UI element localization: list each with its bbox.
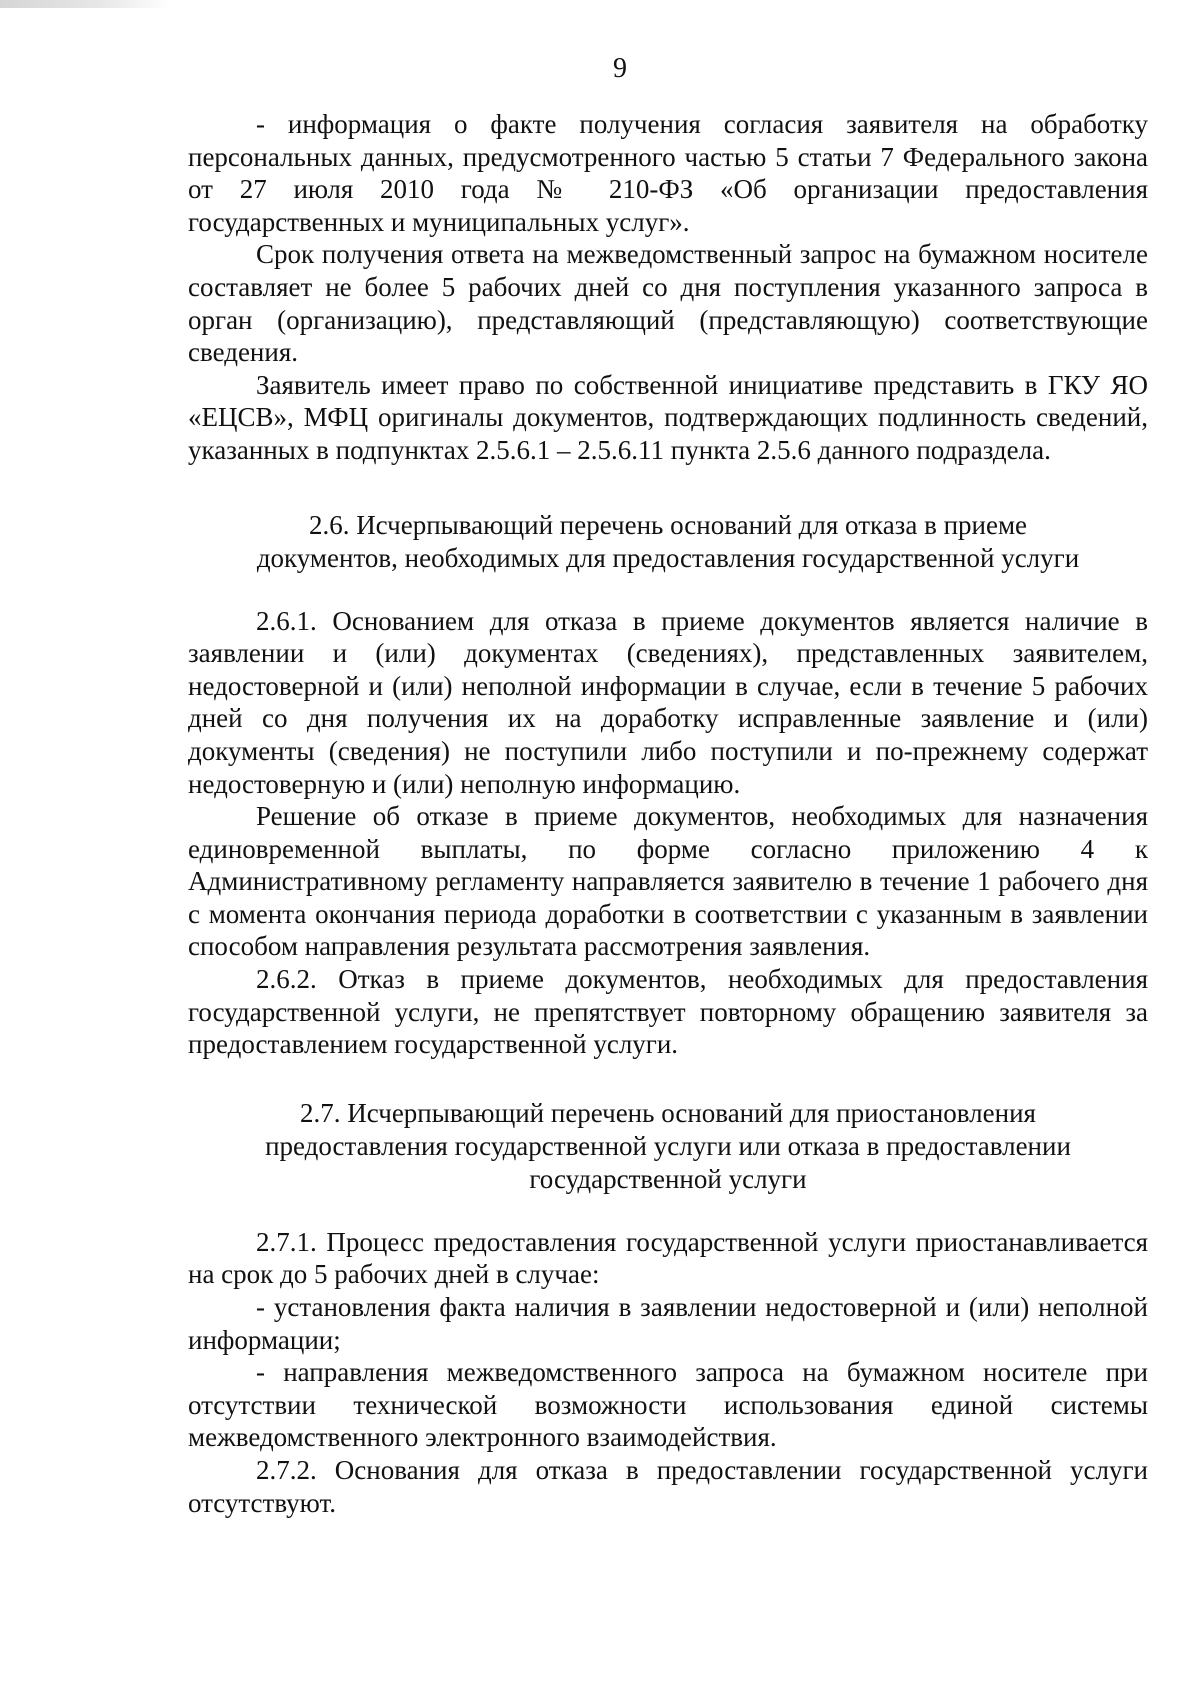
heading-line: 2.6. Исчерпывающий перечень оснований для отказа в приеме bbox=[308, 509, 1028, 540]
paragraph-2-7-1: 2.7.1. Процесс предоставления государственной услуги приостанавливается на срок до 5 рабочих дней в случае: bbox=[188, 1226, 1148, 1290]
paragraph-consent-info: - информация о факте получения согласия заявителя на обработку персональных данных, предусмотренного частью 5 статьи 7 Федерального закона от 27 июля 2010 года № 210-ФЗ «Об организации предоставления государственных и муниципальных услуг». bbox=[188, 109, 1148, 237]
paragraph-2-7-2: 2.7.2. Основания для отказа в предоставлении государственной услуги отсутствуют. bbox=[188, 1455, 1148, 1518]
page-number: 9 bbox=[613, 53, 627, 84]
paragraph-2-6-1: 2.6.1. Основанием для отказа в приеме документов является наличие в заявлении и (или) документах (сведениях), представленных заявителем, недостоверной и (или) неполной информации в случае, если в течение 5 рабочих дней со дня получения их на доработку исправленные заявление и (или) документы (сведения) не поступили либо поступили и по-прежнему содержат недостоверную и (или) неполную информацию. bbox=[188, 605, 1148, 799]
heading-line: государственной услуги bbox=[529, 1163, 807, 1194]
list-item: - установления факта наличия в заявлении недостоверной и (или) неполной информации; bbox=[188, 1292, 1148, 1355]
paragraph-2-6-2: 2.6.2. Отказ в приеме документов, необходимых для предоставления государственной услуги, не препятствует повторному обращению заявителя за предоставлением государственной услуги. bbox=[188, 964, 1148, 1060]
section-heading-2-6 bbox=[188, 509, 1148, 575]
scan-artifact bbox=[0, 0, 170, 8]
document-body bbox=[188, 108, 1148, 1519]
heading-line: 2.7. Исчерпывающий перечень оснований для приостановления bbox=[300, 1097, 1036, 1128]
heading-line: документов, необходимых для предоставления государственной услуги bbox=[256, 542, 1080, 573]
paragraph-applicant-right: Заявитель имеет право по собственной инициативе представить в ГКУ ЯО «ЕЦСВ», МФЦ оригиналы документов, подтверждающих подлинность сведений, указанных в подпунктах 2.5.6.1 – 2.5.6.11 пункта 2.5.6 данного подраздела. bbox=[188, 369, 1148, 465]
paragraph-response-deadline: Срок получения ответа на межведомственный запрос на бумажном носителе составляет не более 5 рабочих дней со дня поступления указанного запроса в орган (организацию), представляющий (представляющую) соответствующие сведения. bbox=[188, 239, 1148, 368]
section-heading-2-7 bbox=[188, 1097, 1148, 1196]
paragraph-refusal-decision: Решение об отказе в приеме документов, необходимых для назначения единовременной выплаты, по форме согласно приложению 4 к Административному регламенту направляется заявителю в течение 1 рабочего дня с момента окончания периода доработки в соответствии с указанным в заявлении способом направления результата рассмотрения заявления. bbox=[188, 801, 1148, 962]
list-item: - направления межведомственного запроса на бумажном носителе при отсутствии технической возможности использования единой системы межведомственного электронного взаимодействия. bbox=[188, 1357, 1148, 1453]
heading-line: предоставления государственной услуги или отказа в предоставлении bbox=[265, 1130, 1071, 1161]
